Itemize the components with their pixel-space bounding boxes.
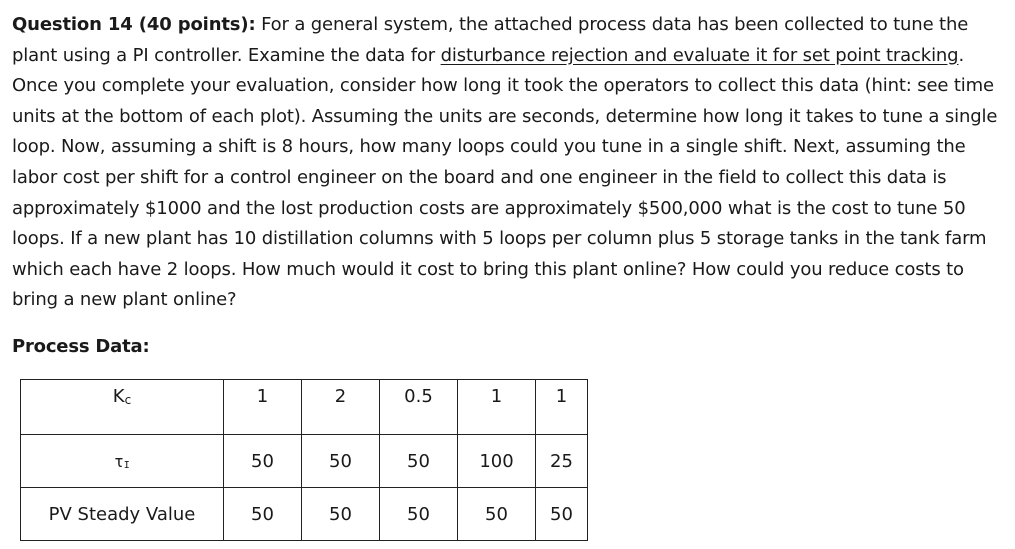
row-label-kc <box>21 380 224 435</box>
table-cell: 50 <box>224 435 302 488</box>
tau-symbol: τ <box>114 451 124 471</box>
table-cell: 1 <box>458 380 536 435</box>
table-cell: 1 <box>536 380 588 435</box>
kc-symbol: K <box>112 386 125 407</box>
question-title: Question 14 (40 points): <box>12 14 256 35</box>
table-cell: 0.5 <box>380 380 458 435</box>
table-cell: 50 <box>302 435 380 488</box>
row-label-taui <box>21 435 224 488</box>
table-cell: 1 <box>224 380 302 435</box>
table-cell: 25 <box>536 435 588 488</box>
tau-subscript: I <box>123 459 130 471</box>
question-underlined-phrase: disturbance rejection and evaluate it for set point tracking <box>440 44 959 66</box>
process-data-heading: Process Data: <box>12 336 150 357</box>
table-cell: 50 <box>302 488 380 541</box>
process-data-table <box>20 379 588 541</box>
question-text <box>12 10 1007 316</box>
question-body-end: . Once you complete your evaluation, consider how long it took the operators to collect this data (hint: see time units at the bottom of each plot). Assuming the units are seconds, determine how long it takes to tune a single loop. Now, assuming a shift is 8 hours, how many loops could you tune in a single shift. Next, assuming the labor cost per shift for a control engineer on the board and one engineer in the field to collect this data is approximately $1000 and the lost production costs are approximately $500,000 what is the cost to tune 50 loops. If a new plant has 10 distillation columns with 5 loops per column plus 5 storage tanks in the tank farm which each have 2 loops. How much would it cost to bring this plant online? How could you reduce costs to bring a new plant online? <box>12 44 998 311</box>
table-row-taui <box>21 435 588 488</box>
table-cell: 50 <box>458 488 536 541</box>
table-cell: 50 <box>380 488 458 541</box>
table-cell: 2 <box>302 380 380 435</box>
kc-subscript: c <box>124 393 132 407</box>
table-row-kc <box>21 380 588 435</box>
table-cell: 50 <box>224 488 302 541</box>
table-cell: 50 <box>536 488 588 541</box>
question-body-start: For a general system, the attached process data has been collected to tune the plant using a PI controller. Examine the data for <box>12 14 969 66</box>
table-cell: 100 <box>458 435 536 488</box>
row-label-pv-steady: PV Steady Value <box>21 488 224 541</box>
table-row-pv-steady <box>21 488 588 541</box>
table-cell: 50 <box>380 435 458 488</box>
